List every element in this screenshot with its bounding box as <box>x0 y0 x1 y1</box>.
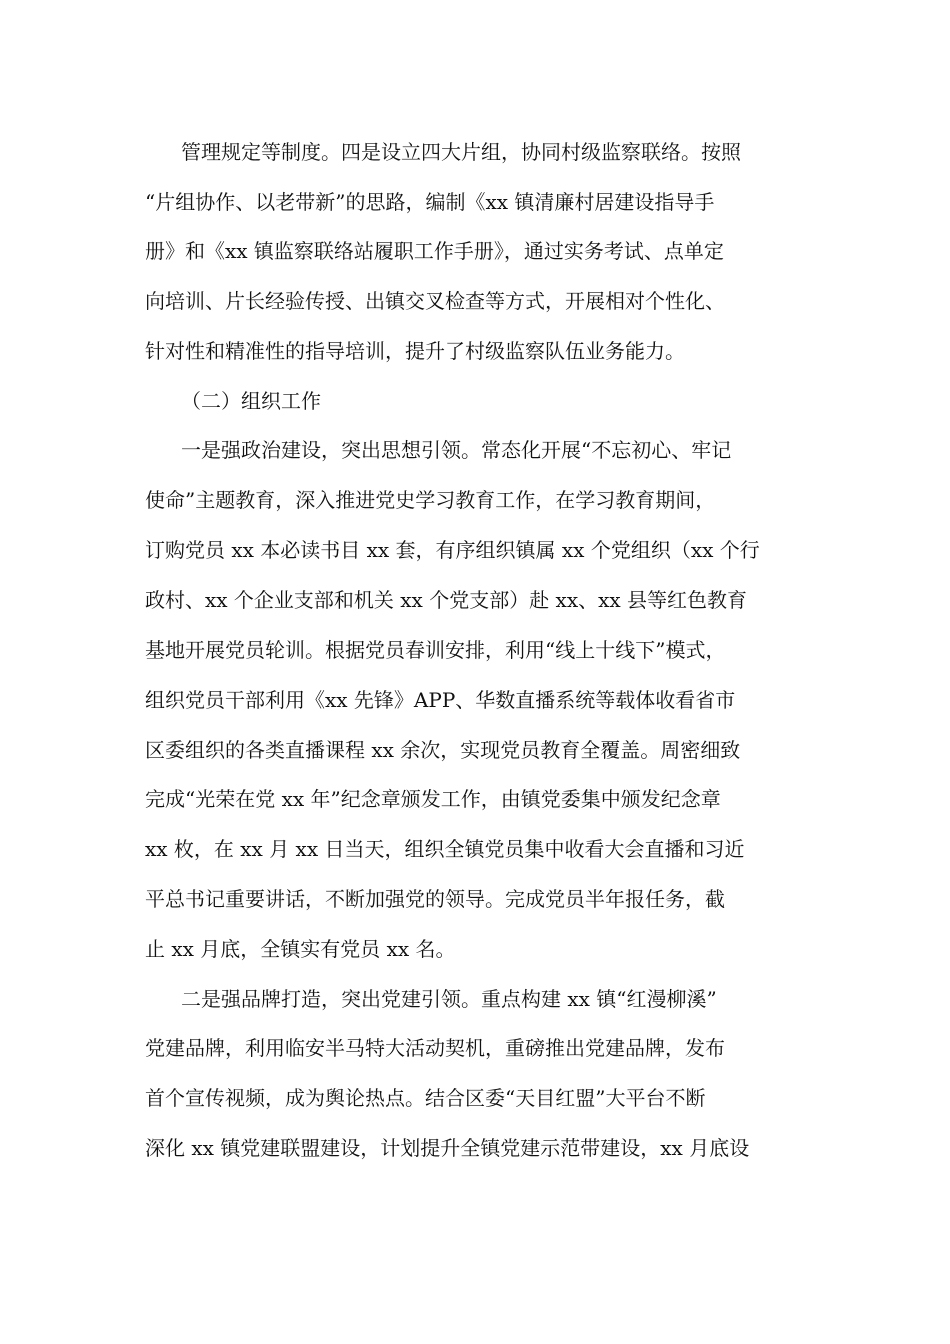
section-heading: （二）组织工作 <box>181 389 321 413</box>
paragraph-line: 二是强品牌打造，突出党建引领。重点构建 xx 镇“红漫柳溪” <box>181 987 717 1011</box>
paragraph-line: 管理规定等制度。四是设立四大片组，协同村级监察联络。按照 <box>181 140 741 164</box>
paragraph-line: 订购党员 xx 本必读书目 xx 套，有序组织镇属 xx 个党组织（xx 个行 <box>145 538 760 562</box>
paragraph-line: 册》和《xx 镇监察联络站履职工作手册》，通过实务考试、点单定 <box>145 239 724 263</box>
paragraph-line: “片组协作、以老带新”的思路，编制《xx 镇清廉村居建设指导手 <box>145 190 715 214</box>
paragraph-line: xx 枚，在 xx 月 xx 日当天，组织全镇党员集中收看大会直播和习近 <box>145 837 745 861</box>
paragraph-line: 使命”主题教育，深入推进党史学习教育工作，在学习教育期间， <box>145 488 716 512</box>
paragraph-line: 完成“光荣在党 xx 年”纪念章颁发工作，由镇党委集中颁发纪念章 <box>145 787 721 811</box>
paragraph-line: 党建品牌，利用临安半马特大活动契机，重磅推出党建品牌，发布 <box>145 1036 725 1060</box>
paragraph-line: 平总书记重要讲话，不断加强党的领导。完成党员半年报任务，截 <box>145 887 725 911</box>
paragraph-line: 组织党员干部利用《xx 先锋》APP、华数直播系统等载体收看省市 <box>145 688 736 712</box>
paragraph-line: 一是强政治建设，突出思想引领。常态化开展“不忘初心、牢记 <box>181 438 732 462</box>
paragraph-line: 基地开展党员轮训。根据党员春训安排，利用“线上十线下”模式， <box>145 638 726 662</box>
paragraph-line: 向培训、片长经验传授、出镇交叉检查等方式，开展相对个性化、 <box>145 289 725 313</box>
paragraph-line: 区委组织的各类直播课程 xx 余次，实现党员教育全覆盖。周密细致 <box>145 738 741 762</box>
paragraph-line: 政村、xx 个企业支部和机关 xx 个党支部）赴 xx、xx 县等红色教育 <box>145 588 748 612</box>
paragraph-line: 针对性和精准性的指导培训，提升了村级监察队伍业务能力。 <box>145 339 685 363</box>
paragraph-line: 止 xx 月底，全镇实有党员 xx 名。 <box>145 937 456 961</box>
paragraph-line: 深化 xx 镇党建联盟建设，计划提升全镇党建示范带建设，xx 月底设 <box>145 1136 750 1160</box>
paragraph-line: 首个宣传视频，成为舆论热点。结合区委“天目红盟”大平台不断 <box>145 1086 706 1110</box>
